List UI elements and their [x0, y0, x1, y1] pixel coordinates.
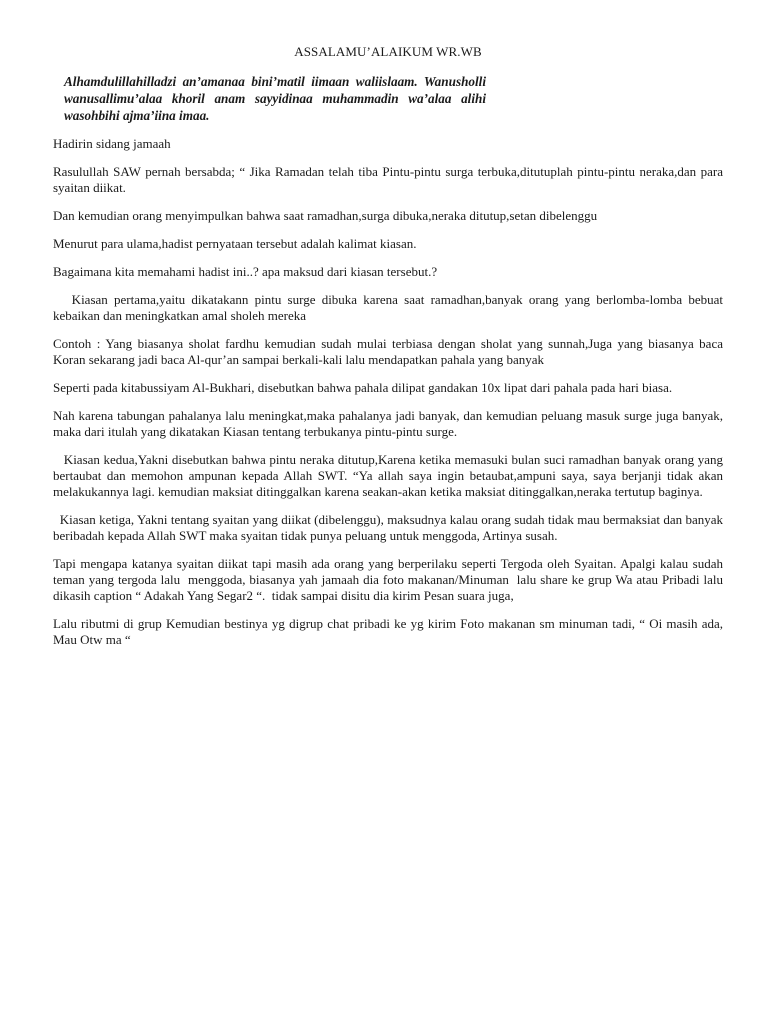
paragraph-third-metaphor: Kiasan ketiga, Yakni tentang syaitan yang diikat (dibelenggu), maksudnya kalau orang sudah tidak mau bermaksiat dan banyak beribadah kepada Allah SWT maka syaitan tidak punya peluang untuk menggoda, Artinya susah.: [53, 512, 723, 543]
paragraph-second-metaphor: Kiasan kedua,Yakni disebutkan bahwa pintu neraka ditutup,Karena ketika memasuki bulan suci ramadhan banyak orang yang bertaubat dan memohon ampunan kepada Allah SWT. “Ya allah saya ingin betaubat,ampuni saya, saya berjanji tidak akan melakukannya lagi. kemudian maksiat ditinggalkan karena seakan-akan ketika maksiat ditinggalkan,neraka tertutup baginya.: [53, 452, 723, 499]
paragraph-first-metaphor: Kiasan pertama,yaitu dikatakann pintu surge dibuka karena saat ramadhan,banyak orang yang berlomba-lomba bebuat kebaikan dan meningkatkan amal sholeh mereka: [53, 292, 723, 323]
document-title: ASSALAMU’ALAIKUM WR.WB: [294, 44, 482, 59]
paragraph-group-chat: Lalu ributmi di grup Kemudian bestinya yg digrup chat pribadi ke yg kirim Foto makanan sm minuman tadi, “ Oi masih ada, Mau Otw ma “: [53, 616, 723, 647]
paragraph-ulama: Menurut para ulama,hadist pernyataan tersebut adalah kalimat kiasan.: [53, 236, 417, 251]
paragraph-question: Bagaimana kita memahami hadist ini..? apa maksud dari kiasan tersebut.?: [53, 264, 438, 279]
paragraph-bukhari: Seperti pada kitabussiyam Al-Bukhari, disebutkan bahwa pahala dilipat gandakan 10x lipat dari pahala pada hari biasa.: [53, 380, 673, 395]
paragraph-example: Contoh : Yang biasanya sholat fardhu kemudian sudah mulai terbiasa dengan sholat yang sunnah,Juga yang biasanya baca Koran sekarang jadi baca Al-qur’an sampai berkali-kali lalu mendapatkan pahala yang banyak: [53, 336, 723, 367]
paragraph-greeting: Hadirin sidang jamaah: [53, 136, 171, 151]
paragraph-temptation: Tapi mengapa katanya syaitan diikat tapi masih ada orang yang berperilaku seperti Tergoda oleh Syaitan. Apalgi kalau sudah teman yang tergoda lalu menggoda, biasanya yah jamaah dia foto makanan/Minuman lalu share ke grup Wa atau Pribadi lalu dikasih caption “ Adakah Yang Segar2 “. tidak sampai disitu dia kirim Pesan suara juga,: [53, 556, 723, 603]
paragraph-reward-savings: Nah karena tabungan pahalanya lalu meningkat,maka pahalanya jadi banyak, dan kemudian peluang masuk surge juga banyak, maka dari itulah yang dikatakan Kiasan tentang terbukanya pintu-pintu surge.: [53, 408, 723, 439]
paragraph-hadith: Rasulullah SAW pernah bersabda; “ Jika Ramadan telah tiba Pintu-pintu surga terbuka,ditutuplah pintu-pintu neraka,dan para syaitan diikat.: [53, 164, 723, 195]
opening-prayer: Alhamdulillahilladzi an’amanaa bini’matil iimaan waliislaam. Wanusholli wanusallimu’alaa khoril anam sayyidinaa muhammadin wa’alaa alihi wasohbihi ajma’iina imaa.: [64, 74, 486, 123]
paragraph-conclusion: Dan kemudian orang menyimpulkan bahwa saat ramadhan,surga dibuka,neraka ditutup,setan dibelenggu: [53, 208, 598, 223]
